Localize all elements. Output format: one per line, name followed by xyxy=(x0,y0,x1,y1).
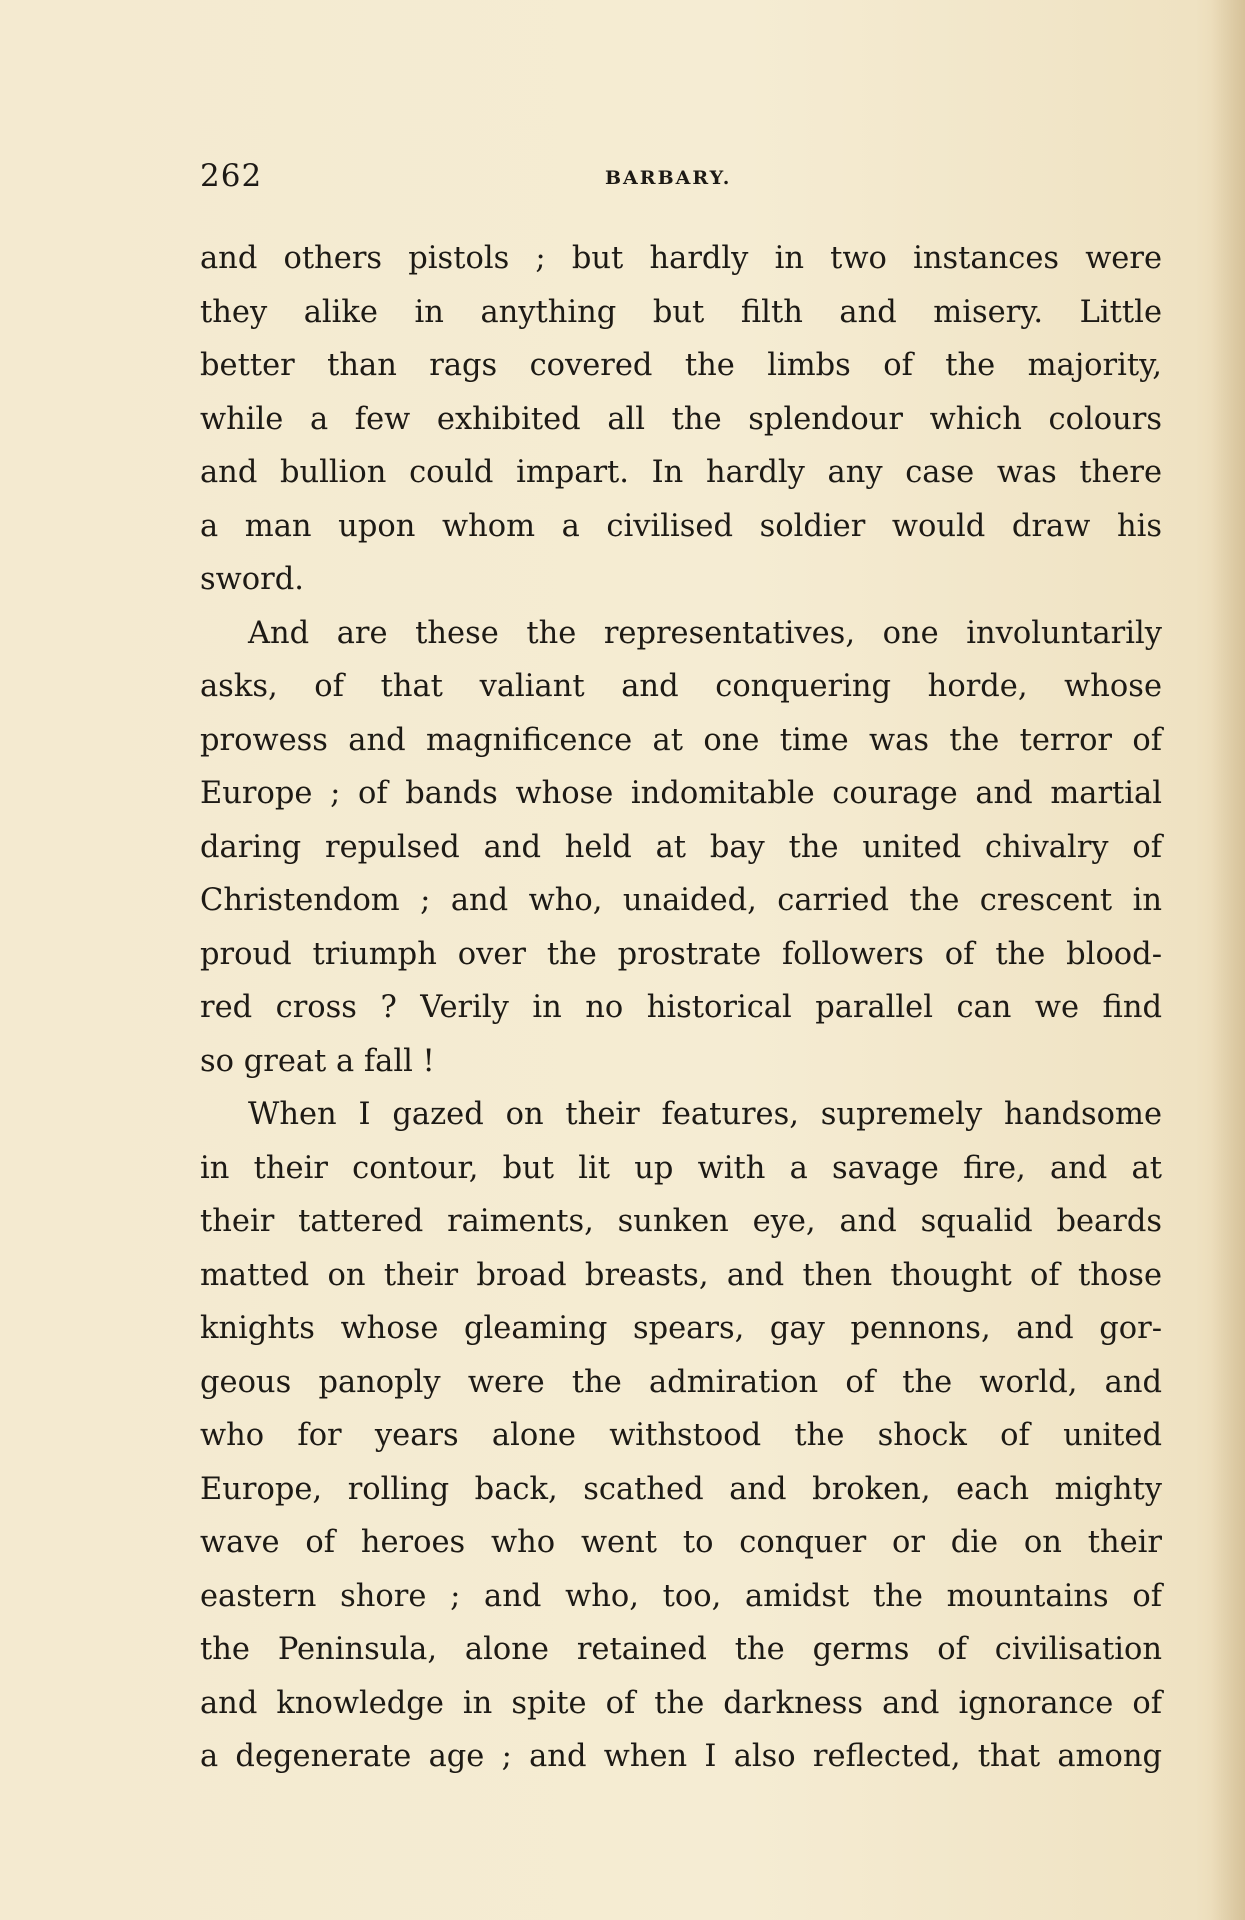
text-line: Christendom ; and who, unaided, carried the crescent in xyxy=(200,883,1162,918)
text-line: they alike in anything but filth and misery. Little xyxy=(200,294,1162,330)
page-header xyxy=(200,158,1162,198)
page-number: 262 xyxy=(200,158,263,194)
text-line: When I gazed on their features, supremely handsome xyxy=(248,1097,1162,1132)
body-text xyxy=(200,232,1162,1784)
text-line: eastern shore ; and who, too, amidst the mountains of xyxy=(200,1578,1162,1614)
text-line: And are these the representatives, one involuntarily xyxy=(248,615,1162,651)
text-line: matted on their broad breasts, and then thought of those xyxy=(200,1257,1162,1293)
text-line: geous panoply were the admiration of the world, and xyxy=(200,1364,1162,1400)
text-line: in their contour, but lit up with a savage fire, and at xyxy=(200,1150,1162,1186)
text-line: Europe, rolling back, scathed and broken, each mighty xyxy=(200,1471,1162,1507)
text-line: wave of heroes who went to conquer or die on their xyxy=(200,1525,1162,1560)
text-line: sword. xyxy=(200,562,304,597)
text-line: and others pistols ; but hardly in two instances were xyxy=(200,241,1162,276)
text-line: and bullion could impart. In hardly any case was there xyxy=(200,455,1162,490)
text-line: daring repulsed and held at bay the united chivalry of xyxy=(200,829,1162,865)
text-line: while a few exhibited all the splendour which colours xyxy=(200,401,1162,437)
text-line: and knowledge in spite of the darkness and ignorance of xyxy=(200,1685,1162,1721)
text-line: their tattered raiments, sunken eye, and squalid beards xyxy=(200,1204,1162,1239)
page-edge-shadow xyxy=(1211,0,1245,1920)
text-line: who for years alone withstood the shock of united xyxy=(200,1418,1162,1453)
text-line: Europe ; of bands whose indomitable courage and martial xyxy=(200,776,1162,811)
text-line: a man upon whom a civilised soldier would draw his xyxy=(200,508,1162,544)
text-line: asks, of that valiant and conquering horde, whose xyxy=(200,669,1162,704)
text-line: a degenerate age ; and when I also reflected, that among xyxy=(200,1739,1162,1774)
text-line: knights whose gleaming spears, gay pennons, and gor- xyxy=(200,1311,1162,1346)
text-line: better than rags covered the limbs of the majority, xyxy=(200,348,1162,383)
text-line: so great a fall ! xyxy=(200,1043,435,1079)
text-line: prowess and magnificence at one time was the terror of xyxy=(200,722,1162,758)
text-line: proud triumph over the prostrate followers of the blood- xyxy=(200,936,1162,972)
text-line: the Peninsula, alone retained the germs of civilisation xyxy=(200,1632,1162,1667)
text-line: red cross ? Verily in no historical parallel can we find xyxy=(200,990,1162,1025)
running-head: BARBARY. xyxy=(605,167,732,189)
